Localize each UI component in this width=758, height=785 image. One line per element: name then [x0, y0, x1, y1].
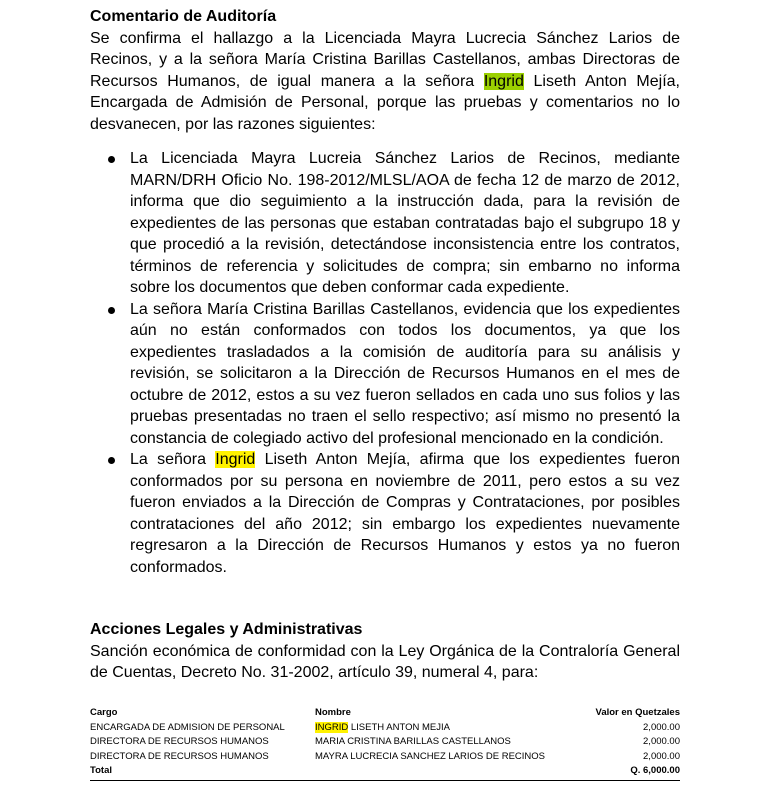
bullet-icon	[108, 307, 115, 314]
header-cargo: Cargo	[90, 707, 118, 718]
table-total-row	[90, 764, 680, 780]
comentario-heading: Comentario de Auditoría	[90, 8, 277, 25]
comentario-section	[90, 6, 680, 578]
razon-text-after: Liseth Anton Mejía, afirma que los expedientes fueron conformados por su persona en noviembre de 2011, pero estos a su vez fueron enviados a la Dirección de Compras y Contrataciones, por posibles contrataciones del año 2012; sin embargo los expedientes nuevamente regresaron a la Dirección de Recursos Humanos y estos ya no fueron conformados.	[130, 451, 681, 576]
nombre-rest: LISETH ANTON MEJIA	[348, 721, 450, 733]
cell-nombre: MAYRA LUCRECIA SANCHEZ LARIOS DE RECINOS	[315, 750, 545, 762]
razones-list	[90, 148, 680, 578]
acciones-text: Sanción económica de conformidad con la Ley Orgánica de la Contraloría General de Cuentas, Decreto No. 31-2002, artículo 39, numeral 4, para:	[90, 642, 680, 681]
total-label: Total	[90, 764, 315, 780]
search-highlight-ingrid: Ingrid	[215, 451, 256, 468]
comentario-intro	[90, 28, 680, 136]
acciones-section	[90, 619, 680, 684]
header-valor: Valor en Quetzales	[595, 707, 680, 718]
intro-text-before: Se confirma el hallazgo a la Licenciada Mayra Lucrecia Sánchez Larios de Recinos, y a la señora María Cristina Barillas Castellanos, ambas Directoras de Recursos Humanos, de igual manera a la señora	[90, 29, 680, 90]
razon-text: La Licenciada Mayra Lucreia Sánchez Larios de Recinos, mediante MARN/DRH Oficio No. 198-2012/MLSL/AOA de fecha 12 de marzo de 2012, informa que dio seguimiento a la instrucción dada, para la revisión de expedientes de las personas que estaban contratadas bajo el subgrupo 18 y que procedió a la revisión, detectándose inconsistencia entre los contratos, términos de referencia y solicitudes de compra; sin embarno no informa sobre los documentos que deben conformar cada expediente.	[130, 150, 680, 296]
header-nombre: Nombre	[315, 707, 351, 718]
table-row	[90, 721, 680, 736]
cell-valor: 2,000.00	[643, 750, 680, 762]
table-row	[90, 750, 680, 765]
razon-text: La señora María Cristina Barillas Castellanos, evidencia que los expedientes aún no están conformados con todos los documentos, ya que los expedientes trasladados a la comisión de auditoría para su análisis y revisión, se solicitaron a la Dirección de Recursos Humanos en el mes de octubre de 2012, estos a su vez fueron sellados en cada uno sus folios y las pruebas presentadas no traen el sello respectivo; así mismo no presentó la constancia de colegiado activo del profesional mencionado en la condición.	[130, 300, 680, 447]
cell-valor: 2,000.00	[643, 721, 680, 733]
razon-item	[90, 148, 680, 299]
table-row	[90, 735, 680, 750]
cell-valor: 2,000.00	[643, 736, 680, 747]
total-spacer	[315, 764, 580, 780]
cell-cargo: DIRECTORA DE RECURSOS HUMANOS	[90, 750, 269, 762]
bullet-icon	[108, 156, 115, 163]
search-highlight-ingrid: INGRID	[315, 721, 349, 733]
intro-text-after: Liseth Anton Mejía, Encargada de Admisión de Personal, porque las pruebas y comentarios no lo desvanecen, por las razones siguientes:	[90, 72, 681, 133]
sanciones-table	[90, 706, 680, 781]
bullet-icon	[108, 457, 115, 464]
search-highlight-ingrid: Ingrid	[483, 72, 524, 90]
cell-cargo: ENCARGADA DE ADMISION DE PERSONAL	[90, 721, 285, 733]
total-value: Q. 6,000.00	[580, 764, 680, 780]
cell-cargo: DIRECTORA DE RECURSOS HUMANOS	[90, 736, 269, 747]
acciones-heading: Acciones Legales y Administrativas	[90, 621, 363, 638]
table-header-row	[90, 706, 680, 721]
razon-item	[90, 449, 680, 578]
cell-nombre	[315, 721, 580, 736]
cell-nombre: MARIA CRISTINA BARILLAS CASTELLANOS	[315, 736, 511, 747]
razon-item	[90, 299, 680, 450]
razon-text-before: La señora	[130, 451, 216, 468]
